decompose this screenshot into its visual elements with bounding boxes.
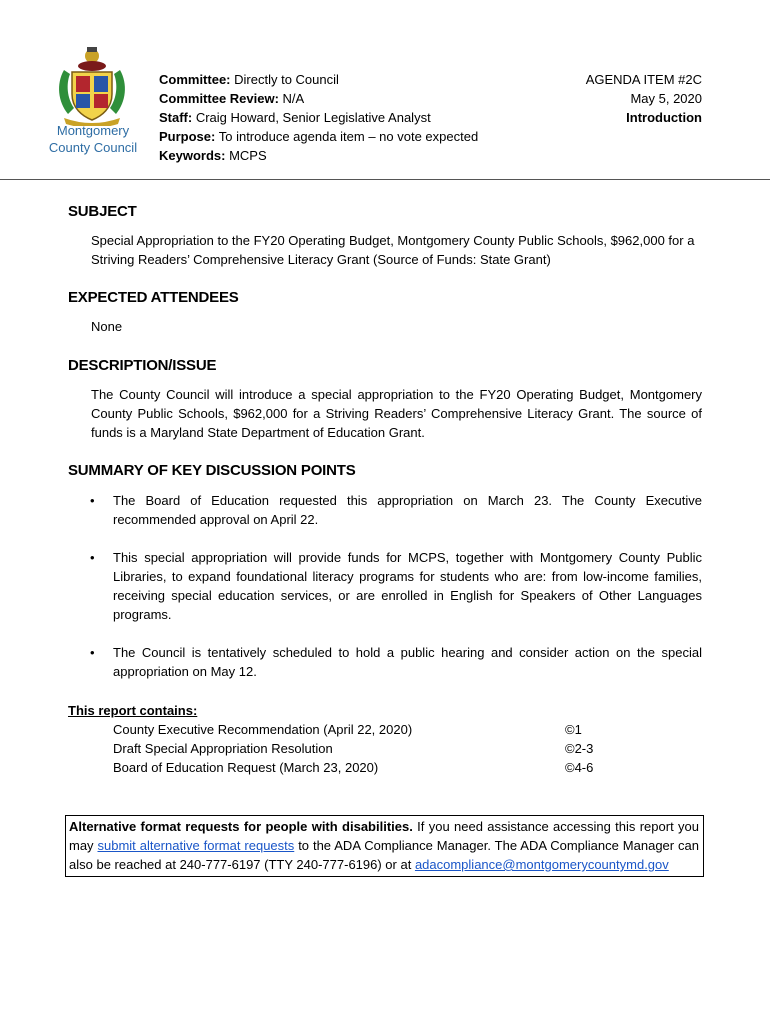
contents-item-title: County Executive Recommendation (April 22, 2020) [113,722,413,737]
contents-item-title: Draft Special Appropriation Resolution [113,741,333,756]
montgomery-county-seal-icon [52,44,132,126]
agenda-block [586,70,702,127]
staff-label: Staff: [159,110,193,125]
committee-label: Committee: [159,72,231,87]
contents-item [113,739,603,758]
staff-line [159,108,478,127]
committee-value: Directly to Council [234,72,339,87]
summary-point-2: • This special appropriation will provide funds for MCPS, together with Montgomery County Public Libraries, to expand foundational literacy programs for students who are: from low-income families, receiving special education services, or are enrolled in English for Speakers of Other Languages programs. [90,548,702,624]
subject-text: Special Appropriation to the FY20 Operating Budget, Montgomery County Public Schools, $962,000 for a Striving Readers’ Comprehensive Literacy Grant (Source of Funds: State Grant) [91,233,695,267]
meta-block [159,70,478,165]
contents-item [113,720,603,739]
agenda-date: May 5, 2020 [630,91,702,106]
keywords-line [159,146,478,165]
alternative-format-notice [65,815,704,877]
summary-heading: SUMMARY OF KEY DISCUSSION POINTS [68,462,356,479]
contents-item [113,758,603,777]
subject-heading: SUBJECT [68,203,137,220]
council-name-line1: Montgomery [56,123,130,138]
staff-value: Craig Howard, Senior Legislative Analyst [195,110,431,125]
review-line [159,89,478,108]
attendees-text: None [91,319,123,334]
contents-item-ref: ©1 [565,722,582,737]
keywords-value: MCPS [229,148,267,163]
review-label: Committee Review: [159,91,279,106]
ada-email-link[interactable]: adacompliance@montgomerycountymd.gov [414,857,669,872]
summary-point-3: • The Council is tentatively scheduled to hold a public hearing and consider action on the special appropriation on May 12. [90,643,702,681]
alt-format-bold-intro: Alternative format requests for people with disabilities. [69,819,413,834]
description-heading: DESCRIPTION/ISSUE [68,357,217,374]
council-name [38,122,148,156]
council-name-line2: County Council [48,140,138,155]
keywords-label: Keywords: [159,148,226,163]
agenda-type: Introduction [626,110,702,125]
contents-item-ref: ©4-6 [565,760,594,775]
alt-format-text-2: to the ADA Compliance Manager. The ADA Compliance Manager can also be reached at 240-777-6197 (TTY 240-777-6196) or at [69,838,700,872]
contents-item-title: Board of Education Request (March 23, 2020) [113,760,379,775]
committee-line [159,70,478,89]
alt-format-text-1: If you need assistance accessing this report you may [69,819,699,853]
review-value: N/A [282,91,305,106]
purpose-value: To introduce agenda item – no vote expected [218,129,479,144]
summary-point-1: • The Board of Education requested this appropriation on March 23. The County Executive recommended approval on April 22. [90,491,702,529]
attendees-heading: EXPECTED ATTENDEES [68,289,239,306]
purpose-line [159,127,478,146]
purpose-label: Purpose: [159,129,216,144]
summary-list [90,491,702,700]
contents-item-ref: ©2-3 [565,741,594,756]
header-divider [0,179,770,180]
agenda-item: AGENDA ITEM #2C [585,72,702,87]
description-text: The County Council will introduce a special appropriation to the FY20 Operating Budget, Montgomery County Public Schools, $962,000 for a Striving Readers’ Comprehensive Literacy Grant. The source of funds is a Maryland State Department of Education Grant. [91,387,702,440]
report-contents-heading: This report contains: [68,703,198,718]
alt-format-request-link[interactable]: submit alternative format requests [97,838,295,853]
